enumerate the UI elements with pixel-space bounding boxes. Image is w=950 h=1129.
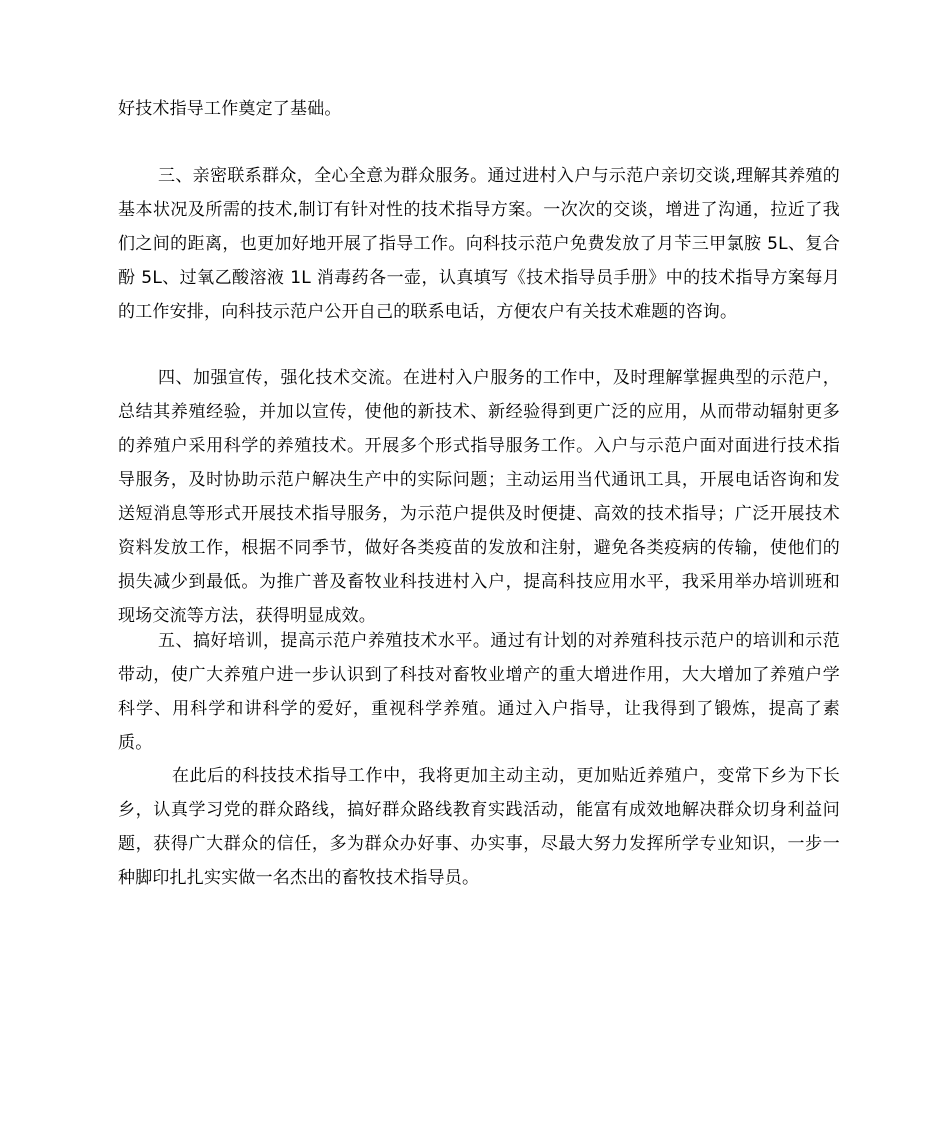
paragraph-section-four: 四、加强宣传，强化技术交流。在进村入户服务的工作中，及时理解掌握典型的示范户，总结其养殖经验，并加以宣传，使他的新技术、新经验得到更广泛的应用，从而带动辐射更多的养殖户采用科学的养殖技术。开展多个形式指导服务工作。入户与示范户面对面进行技术指导服务，及时协助示范户解决生产中的实际问题；主动运用当代通讯工具，开展电话咨询和发送短消息等形式开展技术指导服务，为示范户提供及时便捷、高效的技术指导；广泛开展技术资料发放工作，根据不同季节，做好各类疫苗的发放和注射，避免各类疫病的传输，使他们的损失减少到最低。为推广普及畜牧业科技进村入户，提高科技应用水平，我采用举办培训班和现场交流等方法，获得明显成效。 bbox=[118, 368, 840, 626]
paragraph-section-three: 三、亲密联系群众，全心全意为群众服务。通过进村入户与示范户亲切交谈,理解其养殖的基本状况及所需的技术,制订有针对性的技术指导方案。一次次的交谈，增进了沟通，拉近了我们之间的距离，也更加好地开展了指导工作。向科技示范户免费发放了月苄三甲氯胺 5L、复合酚 5L、过氧乙酸溶液 1L 消毒药各一壶，认真填写《技术指导员手册》中的技术指导方案每月的工作安排，向科技示范户公开自己的联系电话，方便农户有关技术难题的咨询。 bbox=[118, 166, 840, 322]
paragraph-continuation: 好技术指导工作奠定了基础。 bbox=[118, 99, 342, 119]
paragraph-conclusion: 在此后的科技技术指导工作中，我将更加主动主动，更加贴近养殖户，变常下乡为下长乡，认真学习党的群众路线，搞好群众路线教育实践活动，能富有成效地解决群众切身利益问题，获得广大群众的信任，多为群众办好事、办实事，尽最大努力发挥所学专业知识，一步一种脚印扎扎实实做一名杰出的畜牧技术指导员。 bbox=[118, 766, 840, 888]
paragraph-section-five: 五、搞好培训，提高示范户养殖技术水平。通过有计划的对养殖科技示范户的培训和示范带动，使广大养殖户进一步认识到了科技对畜牧业增产的重大增进作用，大大增加了养殖户学科学、用科学和讲科学的爱好，重视科学养殖。通过入户指导，让我得到了锻炼，提高了素质。 bbox=[118, 631, 840, 753]
